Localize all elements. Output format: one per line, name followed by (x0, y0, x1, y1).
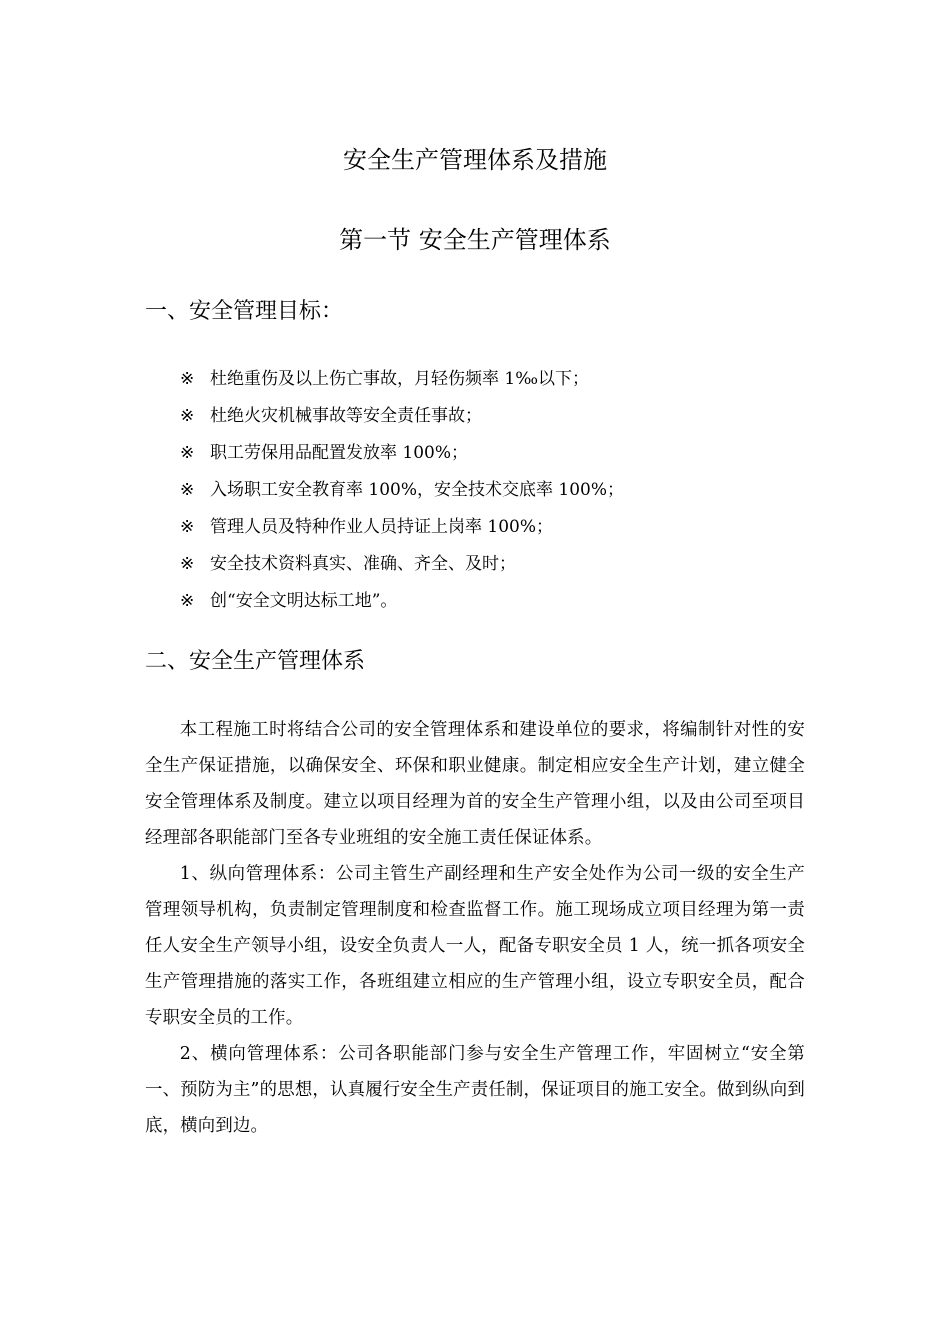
reference-mark-icon: ※ (180, 443, 195, 463)
goal-text: 管理人员及特种作业人员持证上岗率 100%； (210, 517, 554, 537)
reference-mark-icon: ※ (180, 406, 195, 426)
paragraph-overview: 本工程施工时将结合公司的安全管理体系和建设单位的要求，将编制针对性的安全生产保证措施，以确保安全、环保和职业健康。制定相应安全生产计划，建立健全安全管理体系及制度。建立以项目经理为首的安全生产管理小组，以及由公司至项目经理部各职能部门至各专业班组的安全施工责任保证体系。 (145, 720, 805, 848)
goal-item (180, 509, 624, 546)
goal-item (180, 583, 624, 620)
heading-management-system: 二、安全生产管理体系 (145, 649, 366, 674)
goal-item (180, 472, 624, 509)
paragraph-horizontal-system: 2、横向管理体系：公司各职能部门参与安全生产管理工作，牢固树立“安全第一、预防为主”的思想，认真履行安全生产责任制，保证项目的施工安全。做到纵向到底，横向到边。 (145, 1044, 805, 1136)
goal-item (180, 361, 624, 398)
reference-mark-icon: ※ (180, 554, 195, 574)
goal-item (180, 435, 624, 472)
goal-text: 职工劳保用品配置发放率 100%； (210, 443, 469, 463)
goal-text: 入场职工安全教育率 100%，安全技术交底率 100%； (210, 480, 625, 500)
goal-text: 安全技术资料真实、准确、齐全、及时； (210, 554, 516, 574)
heading-safety-goals: 一、安全管理目标： (145, 299, 344, 324)
reference-mark-icon: ※ (180, 480, 195, 500)
goal-text: 创“安全文明达标工地”。 (210, 591, 398, 611)
goal-item (180, 546, 624, 583)
section-title: 第一节 安全生产管理体系 (339, 226, 611, 254)
paragraph-vertical-system: 1、纵向管理体系：公司主管生产副经理和生产安全处作为公司一级的安全生产管理领导机构，负责制定管理制度和检查监督工作。施工现场成立项目经理为第一责任人安全生产领导小组，设安全负责人一人，配备专职安全员 1 人，统一抓各项安全生产管理措施的落实工作，各班组建立相应的生产管理小组，设立专职安全员，配合专职安全员的工作。 (145, 864, 805, 1028)
reference-mark-icon: ※ (180, 591, 195, 611)
reference-mark-icon: ※ (180, 517, 195, 537)
safety-goals-list (180, 361, 624, 620)
goal-text: 杜绝重伤及以上伤亡事故，月轻伤频率 1‰以下； (210, 369, 590, 389)
document-title: 安全生产管理体系及措施 (343, 146, 607, 174)
reference-mark-icon: ※ (180, 369, 195, 389)
goal-item (180, 398, 624, 435)
body-text (145, 712, 805, 1144)
goal-text: 杜绝火灾机械事故等安全责任事故； (210, 406, 482, 426)
